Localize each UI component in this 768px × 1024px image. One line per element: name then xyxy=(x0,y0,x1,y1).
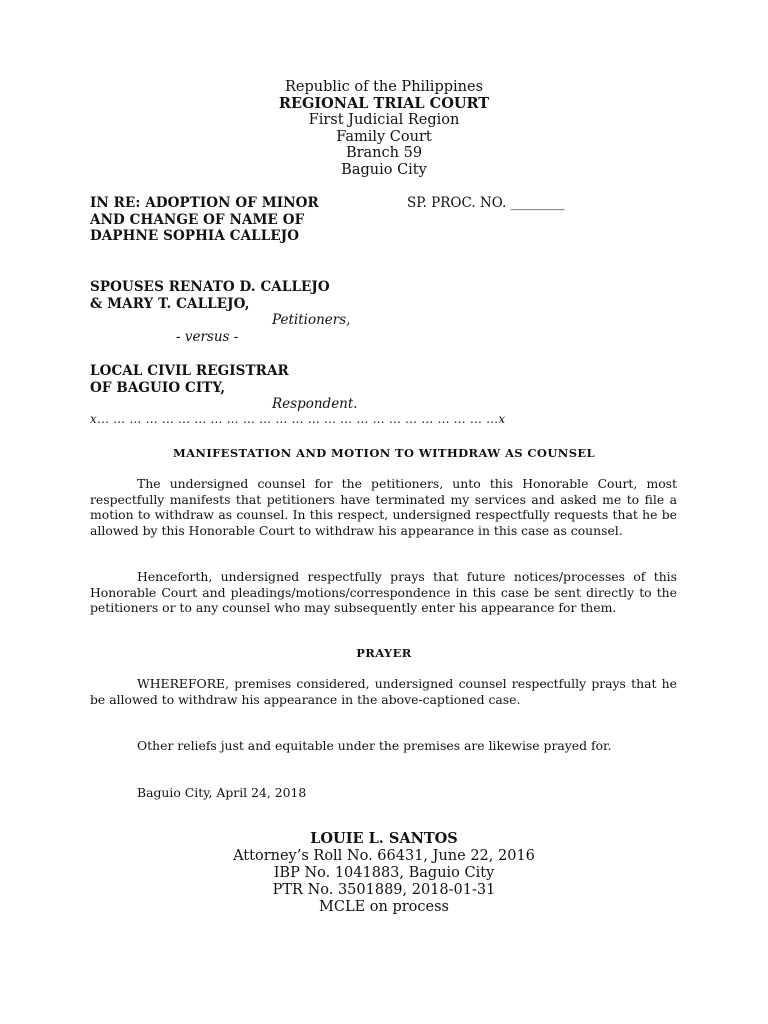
ptr-number: PTR No. 3501889, 2018-01-31 xyxy=(272,882,496,898)
paragraph-1 xyxy=(90,476,677,538)
petitioners-label: Petitioners, xyxy=(272,312,351,328)
prayer-paragraph-1 xyxy=(90,676,677,707)
document-title: MANIFESTATION AND MOTION TO WITHDRAW AS COUNSEL xyxy=(172,446,596,460)
paragraph-2-text: Henceforth, undersigned respectfully prays that future notices/processes of this Honorable Court and pleadings/motions/correspondence in this case be sent directly to the petitioners or to any counsel who may subsequently enter his appearance for them. xyxy=(90,569,677,616)
header-branch: Branch 59 xyxy=(345,145,423,161)
header-family-court: Family Court xyxy=(336,128,432,145)
header-city: Baguio City xyxy=(341,161,427,178)
ibp-number: IBP No. 1041883, Baguio City xyxy=(273,865,495,881)
signatory-name: LOUIE L. SANTOS xyxy=(310,830,458,847)
caption-petitioners-line-1: SPOUSES RENATO D. CALLEJO xyxy=(90,279,330,295)
attorney-roll-number: Attorney’s Roll No. 66431, June 22, 2016 xyxy=(233,848,535,864)
case-number: SP. PROC. NO. ________ xyxy=(407,195,565,211)
prayer-paragraph-1-text: WHEREFORE, premises considered, undersigned counsel respectfully prays that he be allowed to withdraw his appearance in the above-captioned case. xyxy=(90,676,677,707)
respondent-label: Respondent. xyxy=(272,396,358,412)
prayer-paragraph-2 xyxy=(90,738,677,754)
paragraph-2 xyxy=(90,569,677,616)
prayer-heading: PRAYER xyxy=(356,646,412,660)
versus-label: - versus - xyxy=(176,329,239,345)
header-court: REGIONAL TRIAL COURT xyxy=(278,94,490,112)
caption-respondent-line-2: OF BAGUIO CITY, xyxy=(90,379,226,396)
caption-divider: x… … … … … … … … … … … … … … … … … … … … … … … … …x xyxy=(90,412,506,426)
place-and-date: Baguio City, April 24, 2018 xyxy=(137,785,307,800)
prayer-paragraph-2-text: Other reliefs just and equitable under the premises are likewise prayed for. xyxy=(137,738,612,753)
caption-respondent-line-1: LOCAL CIVIL REGISTRAR xyxy=(90,363,289,379)
header-republic: Republic of the Philippines xyxy=(284,79,484,95)
caption-petitioners-line-2: & MARY T. CALLEJO, xyxy=(90,295,250,312)
mcle-status: MCLE on process xyxy=(319,899,449,915)
caption-in-re-line-2: AND CHANGE OF NAME OF xyxy=(90,211,305,228)
caption-in-re-line-1: IN RE: ADOPTION OF MINOR xyxy=(90,195,319,211)
header-region: First Judicial Region xyxy=(308,112,460,128)
paragraph-1-text: The undersigned counsel for the petitioners, unto this Honorable Court, most respectfully manifests that petitioners have terminated my services and asked me to file a motion to withdraw as counsel. In this respect, undersigned respectfully requests that he be allowed by this Honorable Court to withdraw his appearance in this case as counsel. xyxy=(90,476,677,538)
caption-in-re-line-3: DAPHNE SOPHIA CALLEJO xyxy=(90,228,300,244)
